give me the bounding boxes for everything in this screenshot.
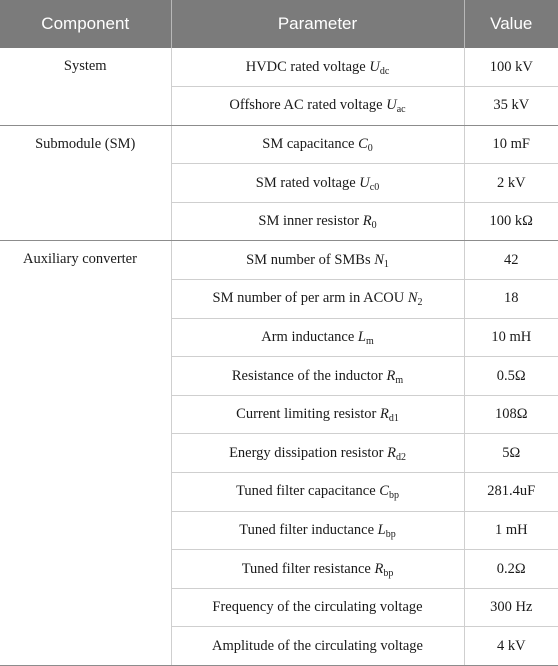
value-cell: 5Ω	[464, 434, 558, 473]
parameter-cell	[171, 48, 464, 87]
parameter-symbol: N	[407, 290, 418, 307]
parameter-subscript: m	[365, 335, 374, 347]
value-cell: 0.2Ω	[464, 550, 558, 589]
parameter-cell	[171, 627, 464, 666]
parameter-cell	[171, 164, 464, 203]
header-row	[0, 0, 558, 48]
parameter-label: Tuned filter inductance	[239, 521, 378, 538]
parameter-cell	[171, 511, 464, 550]
value-cell: 0.5Ω	[464, 357, 558, 396]
component-label: Submodule (SM)	[35, 135, 136, 152]
value-cell: 10 mF	[464, 125, 558, 164]
parameter-subscript: d1	[388, 413, 399, 425]
value-cell: 300 Hz	[464, 588, 558, 627]
parameter-symbol: U	[369, 58, 380, 75]
value-cell: 18	[464, 280, 558, 319]
component-label: System	[63, 58, 107, 74]
parameter-subscript: ac	[396, 104, 406, 116]
parameter-symbol: U	[359, 174, 370, 191]
parameter-symbol: C	[358, 135, 368, 152]
parameter-label: Arm inductance	[261, 328, 358, 345]
parameter-subscript: bp	[385, 528, 396, 540]
parameter-subscript: bp	[388, 490, 399, 502]
table-row	[0, 125, 558, 164]
parameter-subscript: 0	[371, 220, 377, 232]
parameter-label: Energy dissipation resistor	[229, 444, 388, 461]
value-cell: 1 mH	[464, 511, 558, 550]
parameter-symbol: R	[379, 406, 389, 423]
parameter-label: Offshore AC rated voltage	[229, 97, 387, 114]
parameter-label: SM capacitance	[262, 135, 359, 152]
header-value: Value	[464, 0, 558, 48]
header-parameter: Parameter	[171, 0, 464, 48]
parameter-cell	[171, 473, 464, 512]
parameter-symbol: R	[386, 367, 396, 384]
value-cell: 2 kV	[464, 164, 558, 203]
parameter-cell	[171, 318, 464, 357]
parameter-subscript: 1	[383, 258, 389, 270]
parameter-label: Amplitude of the circulating voltage	[212, 637, 423, 654]
header-component: Component	[41, 14, 130, 33]
table-row	[0, 241, 558, 280]
value-cell: 100 kV	[464, 48, 558, 87]
component-cell	[0, 125, 171, 241]
component-cell	[0, 241, 171, 666]
parameter-cell	[171, 550, 464, 589]
component-cell	[0, 48, 171, 125]
parameter-symbol: L	[377, 521, 386, 538]
parameter-symbol: N	[374, 251, 384, 268]
value-cell: 100 kΩ	[464, 202, 558, 241]
parameter-symbol: U	[386, 97, 397, 114]
parameter-cell	[171, 357, 464, 396]
parameter-subscript: 0	[367, 142, 373, 154]
value-cell: 10 mH	[464, 318, 558, 357]
parameter-subscript: m	[395, 374, 404, 386]
parameter-label: Tuned filter capacitance	[236, 483, 380, 500]
parameter-cell	[171, 280, 464, 319]
parameter-subscript: d2	[395, 451, 406, 463]
parameter-symbol: R	[387, 444, 396, 461]
parameter-subscript: c0	[369, 181, 380, 193]
parameter-label: SM rated voltage	[255, 174, 360, 191]
parameter-cell	[171, 434, 464, 473]
value-cell: 4 kV	[464, 627, 558, 666]
parameter-label: Tuned filter resistance	[241, 560, 375, 577]
parameter-cell	[171, 87, 464, 126]
parameter-symbol: R	[362, 213, 372, 230]
parameter-cell	[171, 202, 464, 241]
parameter-subscript: 2	[417, 297, 423, 309]
parameter-label: HVDC rated voltage	[245, 58, 370, 75]
value-cell: 35 kV	[464, 87, 558, 126]
parameter-symbol: R	[374, 560, 384, 577]
parameter-subscript: bp	[383, 567, 394, 579]
value-cell: 108Ω	[464, 395, 558, 434]
parameter-cell	[171, 395, 464, 434]
parameter-label: SM number of per arm in ACOU	[212, 290, 408, 307]
parameter-label: SM number of SMBs	[246, 251, 375, 268]
parameter-label: Frequency of the circulating voltage	[212, 599, 423, 616]
parameter-label: SM inner resistor	[258, 213, 363, 230]
parameter-cell	[171, 241, 464, 280]
parameter-subscript: dc	[379, 65, 390, 77]
table-body	[0, 48, 558, 666]
parameter-label: Current limiting resistor	[236, 406, 380, 423]
component-label: Auxiliary converter	[23, 251, 137, 268]
parameter-label: Resistance of the inductor	[231, 367, 387, 384]
value-cell: 281.4uF	[464, 473, 558, 512]
parameter-symbol: C	[379, 483, 389, 500]
parameter-cell	[171, 125, 464, 164]
parameter-cell	[171, 588, 464, 627]
table-row	[0, 48, 558, 87]
parameter-symbol: L	[357, 328, 366, 345]
value-cell: 42	[464, 241, 558, 280]
